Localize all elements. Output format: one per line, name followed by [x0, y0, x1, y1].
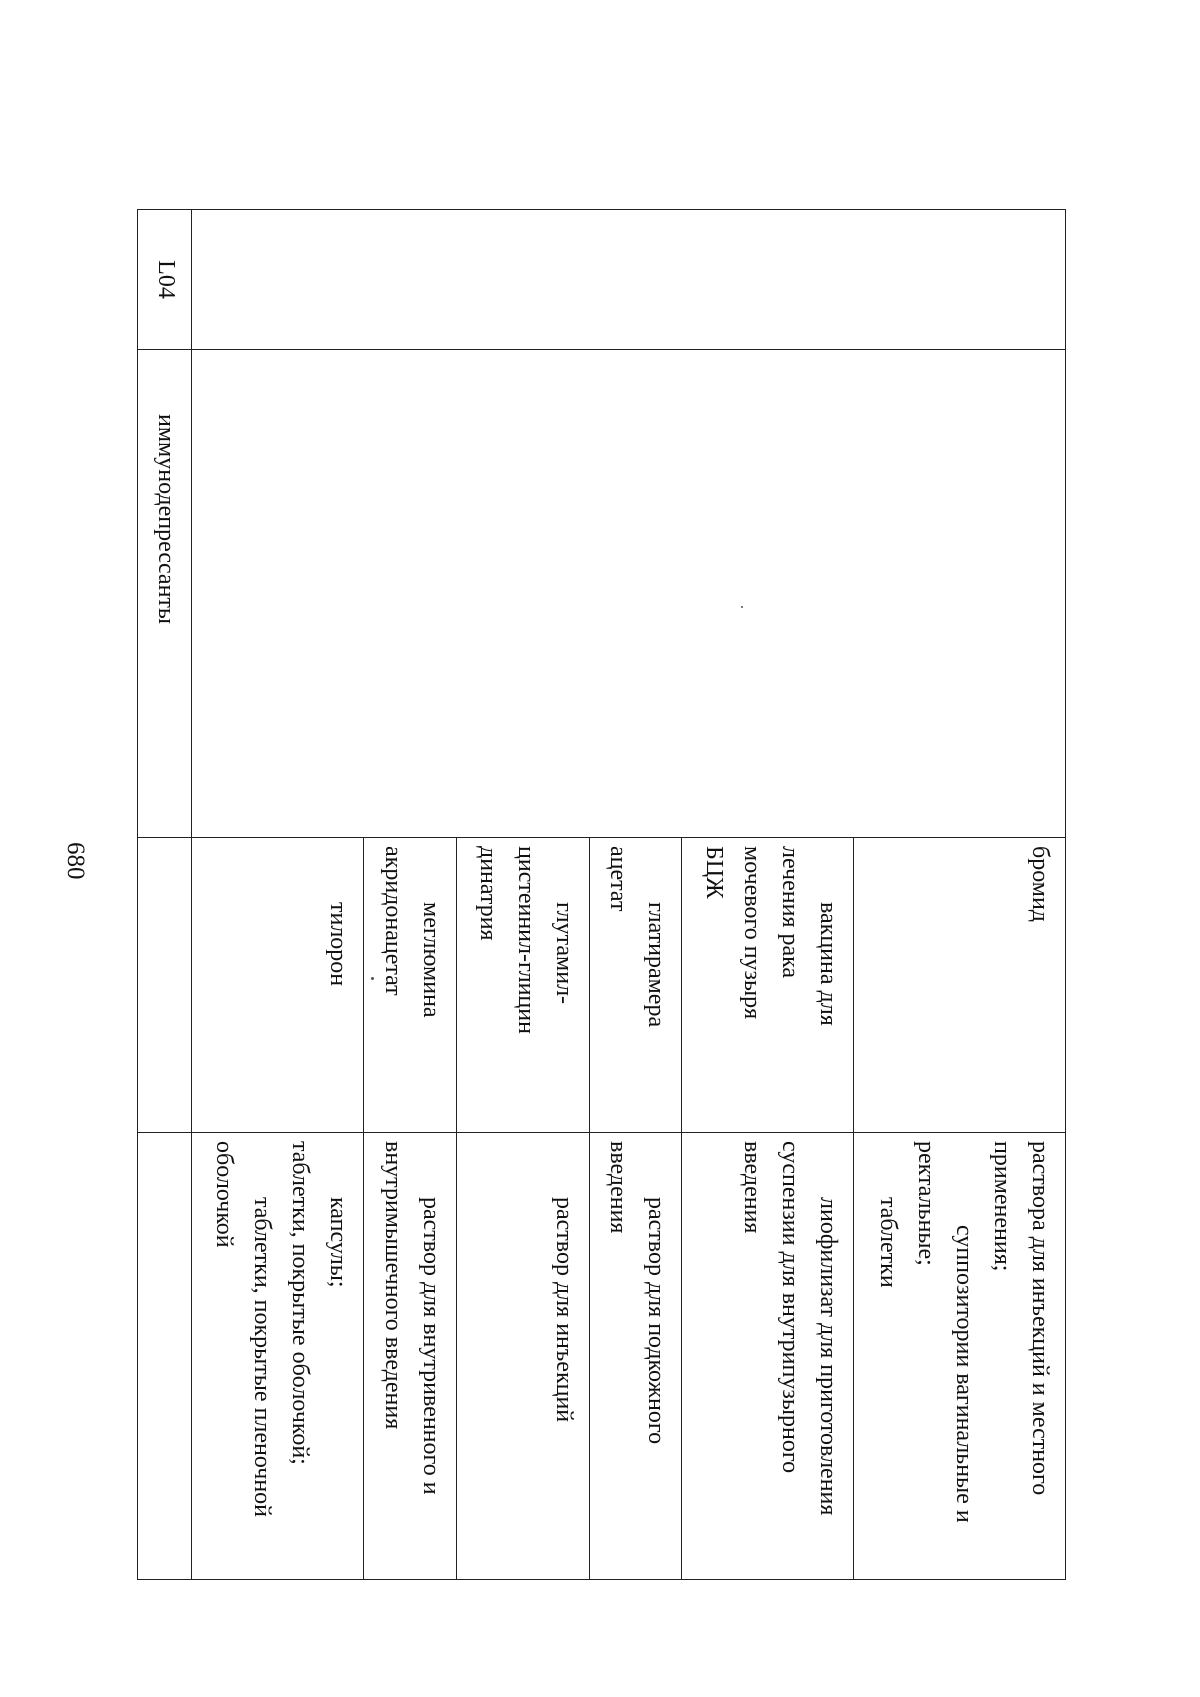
drug-name-line: цистеинил-глицин	[512, 846, 539, 1034]
dosage-form-line: применения;	[989, 1141, 1015, 1272]
drug-name-line: меглюмина	[418, 902, 445, 1018]
dosage-form-line: раствора для инъекций и местного	[1027, 1141, 1053, 1496]
scan-speck	[371, 977, 374, 980]
drug-name-line: бромид	[1027, 846, 1053, 922]
drug-name-line: мочевого пузыря	[739, 846, 766, 1020]
drug-name-line: лечения рака	[777, 846, 804, 979]
scan-speck	[741, 606, 743, 608]
drug-name-cell	[682, 838, 854, 1133]
group-cell	[138, 350, 192, 838]
page-number: 680	[62, 842, 89, 880]
atc-code-cell	[192, 210, 1066, 350]
drug-name-cell	[192, 838, 364, 1133]
atc-code-cell: L04	[138, 210, 192, 350]
dosage-form-line: введения	[605, 1141, 632, 1234]
dosage-form-line: раствор для внутривенного и	[418, 1197, 445, 1495]
dosage-form-line: капсулы;	[325, 1197, 352, 1288]
group-cell	[192, 350, 1066, 838]
dosage-form-line: суппозитории вагинальные и	[951, 1225, 977, 1523]
drug-name-cell	[457, 838, 589, 1133]
drug-name-line: вакцина для	[815, 902, 842, 1026]
dosage-form-line: раствор для инъекций	[550, 1197, 577, 1423]
table-row	[138, 210, 192, 1580]
drug-name-cell	[138, 838, 192, 1133]
dosage-form-line: раствор для подкожного	[643, 1197, 670, 1445]
dosage-forms-cell	[192, 1133, 364, 1580]
dosage-forms-cell	[682, 1133, 854, 1580]
dosage-forms-cell	[138, 1133, 192, 1580]
group-name: иммунодепрессанты	[153, 414, 180, 625]
dosage-form-line: таблетки	[875, 1197, 901, 1288]
drug-name-line: динатрия	[474, 846, 501, 941]
dosage-form-line: введения	[739, 1141, 766, 1234]
dosage-form-line: ректальные;	[913, 1141, 939, 1266]
drug-name-line: ацетат	[605, 846, 632, 912]
drug-name-cell	[589, 838, 682, 1133]
drug-name-line: тилорон	[325, 902, 352, 987]
dosage-form-line: лиофилизат для приготовления	[815, 1197, 842, 1516]
drug-name-cell	[364, 838, 457, 1133]
dosage-form-line: таблетки, покрытые оболочкой;	[287, 1141, 314, 1465]
dosage-forms-cell	[364, 1133, 457, 1580]
dosage-forms-cell	[854, 1133, 1066, 1580]
table-row	[854, 210, 1066, 1580]
drug-name-line: акридонацетат	[380, 846, 407, 996]
dosage-forms-cell	[589, 1133, 682, 1580]
dosage-form-line: оболочкой	[211, 1141, 238, 1248]
table-wrapper	[137, 209, 1066, 1579]
drug-name-cell	[854, 838, 1066, 1133]
drug-name-line: глатирамера	[643, 902, 670, 1028]
drug-table	[137, 209, 1066, 1580]
dosage-form-line: суспензии для внутрипузырного	[777, 1141, 804, 1474]
dosage-form-line: внутримышечного введения	[380, 1141, 407, 1430]
dosage-forms-cell	[457, 1133, 589, 1580]
dosage-form-line: таблетки, покрытые пленочной	[249, 1197, 276, 1518]
drug-name-line: глутамил-	[550, 902, 577, 1005]
drug-name-line: БЦЖ	[701, 846, 728, 899]
